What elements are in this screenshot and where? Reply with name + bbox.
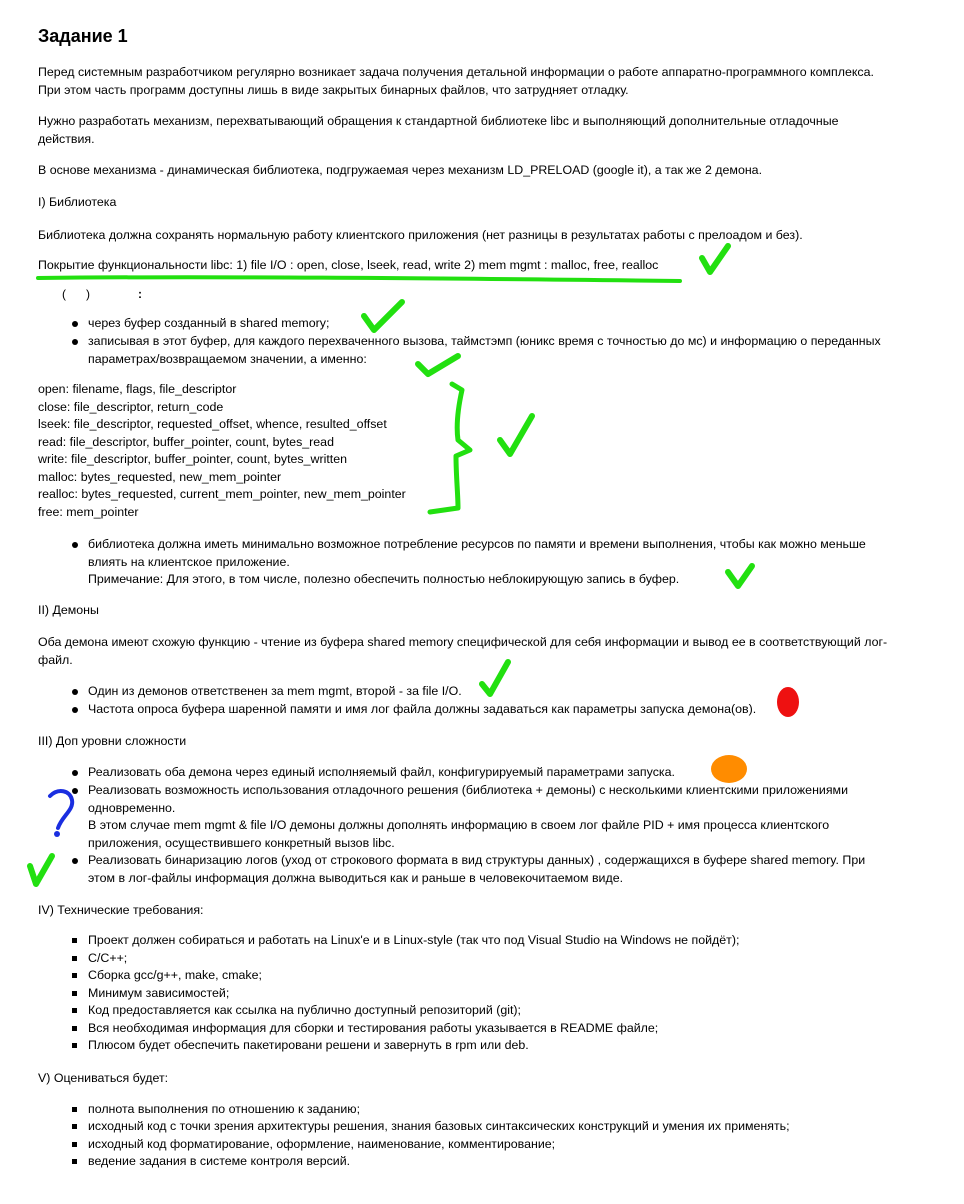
call-close: close: file_descriptor, return_code [38, 399, 224, 414]
task-line: действия. [38, 131, 95, 146]
list-item: Код предоставляется как ссылка на публично доступный репозиторий (git); [88, 1002, 521, 1020]
checkmark-icon [30, 856, 52, 884]
library-normal-work: Библиотека должна сохранять нормальную работу клиентского приложения (нет разницы в результатах работы с прелоадом и без). [38, 228, 803, 242]
list-item [88, 852, 865, 887]
list-item-line: Реализовать бинаризацию логов (уход от строкового формата в вид структуры данных) , содержащихся в буфере shared memory. При [88, 853, 866, 867]
section5-heading: V) Оцениваться будет: [38, 1071, 169, 1085]
question-mark-icon [50, 791, 72, 828]
intro-line: При этом часть программ доступны лишь в виде закрытых бинарных файлов, что затрудняет отладку. [38, 82, 629, 97]
call-open: open: filename, flags, file_descriptor [38, 382, 237, 396]
call-realloc: realloc: bytes_requested, current_mem_pointer, new_mem_pointer [38, 487, 406, 501]
call-lseek: lseek: file_descriptor, requested_offset, whence, resulted_offset [38, 417, 387, 431]
list-item-line: Реализовать возможность использования отладочного решения (библиотека + демоны) с несколькими клиентскими приложениями [88, 783, 848, 797]
task-paragraph [38, 113, 839, 148]
list-item [88, 764, 675, 782]
curly-brace-mark [430, 384, 470, 512]
list-item: исходный код форматирование, оформление, наименование, комментирование; [88, 1136, 555, 1154]
fragment-open-paren: ( [62, 287, 66, 301]
list-item: Минимум зависимостей; [88, 985, 229, 1003]
list-item-line: через буфер созданный в shared memory; [88, 316, 330, 330]
task-line: Нужно разработать механизм, перехватывающий обращения к стандартной библиотеке libc и выполняющий дополнительные отладочные [38, 114, 839, 128]
list-item: ведение задания в системе контроля версий. [88, 1153, 350, 1171]
call-read: read: file_descriptor, buffer_pointer, count, bytes_read [38, 434, 334, 449]
intro-paragraph [38, 64, 874, 99]
call-write: write: file_descriptor, buffer_pointer, count, bytes_written [38, 452, 348, 466]
libc-coverage: Покрытие функциональности libc: 1) file I/O : open, close, lseek, read, write 2) mem mgmt : malloc, free, realloc [38, 258, 659, 272]
red-dot-mark [777, 687, 799, 717]
list-item-line: параметрах/возвращаемом значении, а именно: [88, 351, 367, 366]
list-item: Частота опроса буфера шаренной памяти и имя лог файла должны задаваться как параметры запуска демона(ов). [88, 701, 756, 719]
fragment-close-paren: ) [86, 287, 90, 301]
intro-line: Перед системным разработчиком регулярно возникает задача получения детальной информации о работе аппаратно-программного комплекса. [38, 65, 874, 79]
list-item-line: записывая в этот буфер, для каждого перехваченного вызова, таймстэмп (юникс время с точностью до мс) и информацию о переданных [88, 334, 881, 348]
list-item-line: одновременно. [88, 800, 176, 815]
fragment-colon: : [138, 287, 142, 301]
daemons-description [38, 634, 887, 669]
list-item: C/C++; [88, 950, 127, 968]
list-item: полнота выполнения по отношению к заданию; [88, 1101, 360, 1119]
section2-heading: II) Демоны [38, 603, 99, 617]
page-title: Задание 1 [38, 26, 128, 46]
checkmark-icon [702, 246, 728, 272]
underline-mark [38, 277, 680, 281]
call-malloc: malloc: bytes_requested, new_mem_pointer [38, 469, 282, 484]
list-item-note: Примечание: Для этого, в том числе, полезно обеспечить полностью неблокирующую запись в буфер. [88, 572, 680, 586]
checkmark-icon [500, 416, 532, 454]
list-item [88, 536, 866, 589]
list-item-line: приложения, осуществившего конкретный вызов libc. [88, 835, 395, 850]
daemons-description-line: файл. [38, 652, 73, 667]
call-free: free: mem_pointer [38, 504, 139, 519]
section1-heading: I) Библиотека [38, 195, 117, 209]
list-item-line: Реализовать оба демона через единый исполняемый файл, конфигурируемый параметрами запуска. [88, 765, 675, 779]
section3-heading: III) Доп уровни сложности [38, 734, 187, 748]
checkmark-icon [364, 302, 402, 330]
basis-paragraph: В основе механизма - динамическая библиотека, подгружаемая через механизм LD_PRELOAD (google it), а так же 2 демона. [38, 163, 763, 177]
list-item: исходный код с точки зрения архитектуры решения, знания базовых синтаксических конструкций и умения их применять; [88, 1118, 790, 1136]
list-item-line: этом в лог-файлы информация должна выводиться как и раньше в человекочитаемом виде. [88, 870, 624, 885]
list-item: Плюсом будет обеспечить пакетировани решени и завернуть в rpm или deb. [88, 1037, 529, 1055]
list-item: Один из демонов ответственен за mem mgmt, второй - за file I/O. [88, 683, 462, 701]
section4-heading: IV) Технические требования: [38, 903, 204, 917]
list-item: Вся необходимая информация для сборки и тестирования работы указывается в README файле; [88, 1020, 658, 1038]
list-item [88, 333, 881, 368]
daemons-description-line: Оба демона имеют схожую функцию - чтение из буфера shared memory специфической для себя информации и вывод ее в соответствующий лог- [38, 635, 888, 649]
list-item: Сборка gcc/g++, make, cmake; [88, 967, 262, 985]
list-item: Проект должен собираться и работать на Linux'е и в Linux-style (так что под Visual Studio на Windows не пойдёт); [88, 932, 739, 950]
question-dot-mark [54, 831, 60, 837]
list-item-line: влиять на клиентское приложение. [88, 554, 290, 569]
orange-dot-mark [711, 755, 747, 783]
list-item-line: В этом случае mem mgmt & file I/O демоны должны дополнять информацию в своем лог файле PID + имя процесса клиентского [88, 818, 830, 832]
intercepted-calls-list [38, 381, 406, 521]
list-item [88, 782, 848, 852]
list-item-line: библиотека должна иметь минимально возможное потребление ресурсов по памяти и времени выполнения, чтобы как можно меньше [88, 537, 866, 551]
list-item [88, 315, 329, 333]
